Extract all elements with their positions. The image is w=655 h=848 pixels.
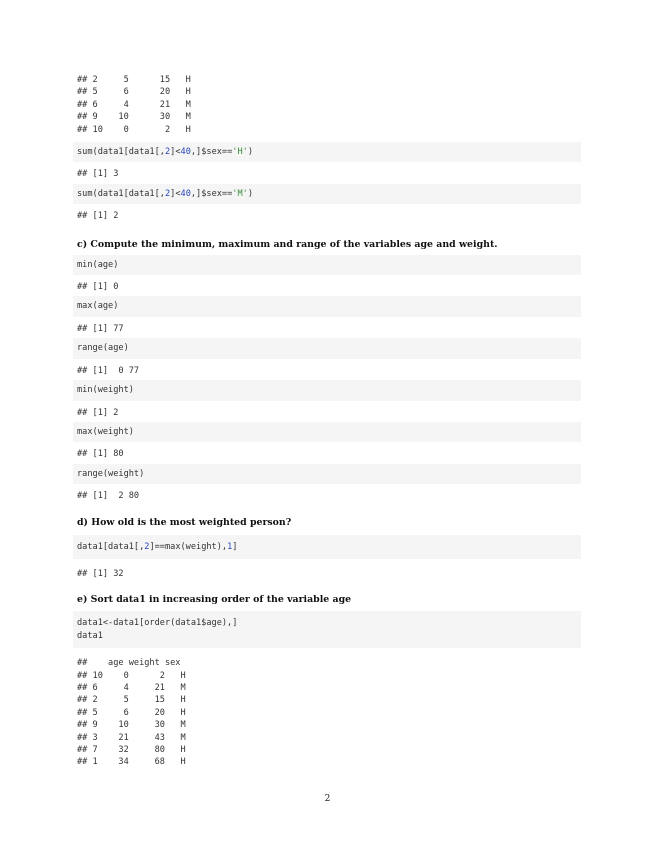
output-min-weight: ## [1] 2: [77, 407, 119, 418]
code-max-age: max(age): [73, 296, 581, 316]
output-sum-h: ## [1] 3: [77, 169, 119, 180]
output-sum-m: ## [1] 2: [77, 211, 119, 222]
output-table-sorted: ## age weight sex ## 10 0 2 H ## 6 4 21 M ## 2 5 15 H ## 5 6 20 H ## 9 10 30 M ## 3 21 43 M ## 7 32 80 H ## 1 34 68 H: [77, 658, 186, 768]
code-max-weight: max(weight): [73, 422, 581, 442]
code-range-weight: range(weight): [73, 464, 581, 484]
code-sort: data1<-data1[order(data1$age),] data1: [73, 611, 581, 648]
output-max-age: ## [1] 77: [77, 323, 124, 334]
output-range-age: ## [1] 0 77: [77, 365, 140, 376]
code-min-age: min(age): [73, 255, 581, 275]
code-most-weighted: data1[data1[,2]==max(weight),1]: [73, 535, 581, 559]
code-min-weight: min(weight): [73, 380, 581, 400]
document-page: [73, 74, 581, 769]
page-number: 2: [324, 794, 331, 804]
heading-e: e) Sort data1 in increasing order of the variable age: [77, 594, 352, 606]
output-max-weight: ## [1] 80: [77, 449, 124, 460]
output-most-weighted: ## [1] 32: [77, 568, 124, 579]
code-sum-m: sum(data1[data1[,2]<40,]$sex=='M'): [73, 184, 581, 204]
output-min-age: ## [1] 0: [77, 282, 119, 293]
output-range-weight: ## [1] 2 80: [77, 491, 140, 502]
output-table-top: ## 2 5 15 H ## 5 6 20 H ## 6 4 21 M ## 9 10 30 M ## 10 0 2 H: [77, 75, 191, 135]
heading-d: d) How old is the most weighted person?: [77, 516, 292, 528]
code-range-age: range(age): [73, 338, 581, 358]
heading-c: c) Compute the minimum, maximum and range of the variables age and weight.: [77, 238, 498, 250]
code-sum-h: sum(data1[data1[,2]<40,]$sex=='H'): [73, 142, 581, 162]
